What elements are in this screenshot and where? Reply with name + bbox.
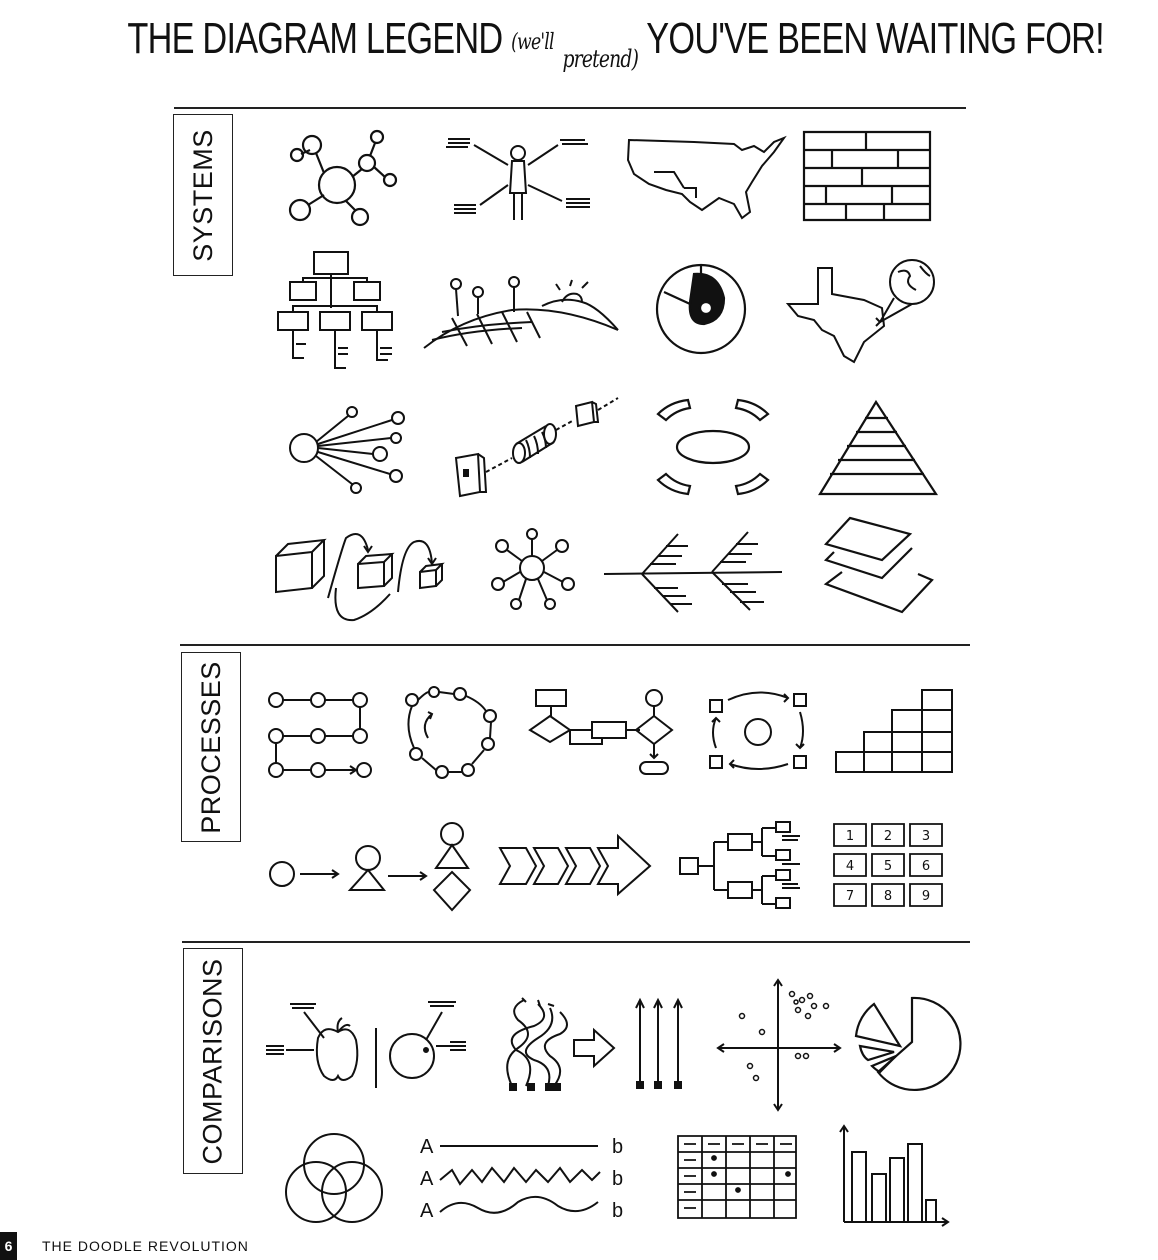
line-start-label-3: A [420, 1200, 434, 1222]
section-label-processes: PROCESSES [181, 652, 241, 842]
grid-number-1: 1 [845, 829, 855, 844]
page-title [127, 14, 1104, 73]
title-aside-2: pretend) [562, 45, 639, 73]
oval-brackets-icon [650, 396, 776, 498]
landscape-pins-icon [422, 268, 620, 350]
apples-oranges-icon [264, 992, 474, 1090]
grid-number-8: 8 [883, 889, 893, 904]
line-end-label-2: b [612, 1168, 624, 1190]
stacked-layers-icon [822, 516, 934, 616]
snake-flow-icon [268, 690, 372, 780]
line-start-label-2: A [420, 1168, 434, 1190]
venn-diagram-icon [284, 1130, 386, 1222]
page-footer [0, 1232, 249, 1260]
fishbone-icon [602, 524, 786, 616]
section-label-comparisons: COMPARISONS [183, 948, 243, 1174]
grid-number-5: 5 [883, 859, 893, 874]
pyramid-icon [818, 400, 938, 496]
tree-bracket-icon [678, 820, 802, 912]
quadrant-scatter-icon [716, 976, 842, 1112]
title-main: THE DIAGRAM LEGEND [127, 14, 503, 63]
line-end-label-3: b [612, 1200, 624, 1222]
us-map-icon [624, 132, 789, 222]
pipeline-cylinder-icon [450, 396, 618, 500]
hub-spokes-icon [288, 404, 410, 496]
numbered-grid-icon [832, 822, 944, 908]
circular-cycle-icon [402, 686, 500, 778]
title-aside-1: (we'll [511, 30, 554, 55]
exploded-pie-icon [852, 994, 956, 1092]
bar-chart-icon [838, 1122, 950, 1226]
processes-rule [180, 644, 970, 646]
section-label-systems: SYSTEMS [173, 114, 233, 276]
star-network-icon [490, 528, 578, 610]
grid-number-6: 6 [921, 859, 931, 874]
title-end: YOU'VE BEEN WAITING FOR! [646, 14, 1104, 63]
line-start-label-1: A [420, 1136, 434, 1158]
grid-number-2: 2 [883, 829, 893, 844]
org-chart-icon [276, 248, 398, 378]
person-mind-map-icon [440, 125, 600, 225]
grid-number-9: 9 [921, 889, 931, 904]
book-title: THE DOODLE REVOLUTION [42, 1238, 249, 1254]
molecule-network-icon [282, 125, 402, 230]
systems-rule [174, 107, 966, 109]
grid-number-4: 4 [845, 859, 855, 874]
earth-core-icon [654, 262, 748, 356]
staircase-blocks-icon [834, 688, 954, 774]
grid-number-3: 3 [921, 829, 931, 844]
grid-number-7: 7 [845, 889, 855, 904]
data-table-icon [676, 1134, 798, 1220]
texas-globe-icon [784, 256, 938, 368]
brick-wall-icon [802, 130, 932, 222]
line-end-label-1: b [612, 1136, 624, 1158]
chevron-arrow-icon [498, 834, 652, 896]
cycle-boxes-icon [706, 690, 810, 774]
chaos-to-order-icon [498, 990, 690, 1092]
comparisons-rule [182, 941, 970, 943]
page-number: 6 [0, 1232, 17, 1260]
flowchart-icon [526, 686, 678, 778]
transformation-icon [268, 820, 478, 912]
line-comparison-icon [418, 1136, 628, 1222]
shrinking-cubes-icon [272, 528, 452, 622]
